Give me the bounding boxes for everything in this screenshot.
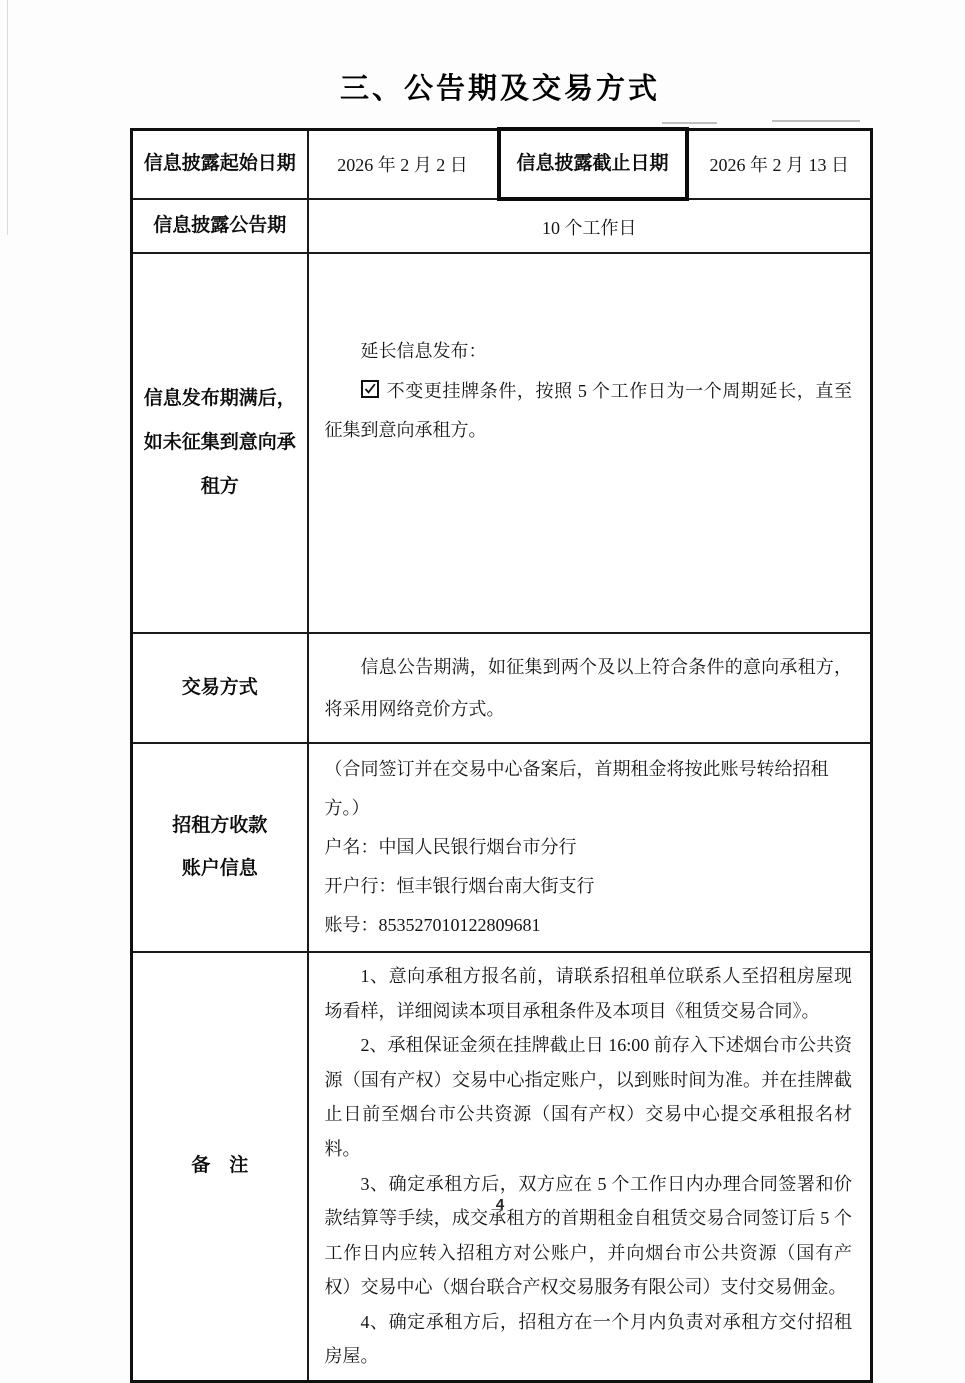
trade-method-content — [308, 633, 872, 743]
extension-option-text: 不变更挂牌条件，按照 5 个工作日为一个周期延长，直至征集到意向承租方。 — [324, 380, 853, 441]
remarks-item-1: 1、意向承租方报名前，请联系招租单位联系人至招租房屋现场看样，详细阅读本项目承租条件及本项目《租赁交易合同》。 — [324, 966, 852, 1021]
disclosure-start-value: 2026 年 2 月 2 日 — [308, 129, 499, 199]
table-row-remarks — [132, 952, 872, 1381]
announcement-period-label: 信息披露公告期 — [132, 199, 308, 253]
remarks-item-4: 4、确定承租方后，招租方在一个月内负责对承租方交付招租房屋。 — [324, 1311, 852, 1367]
disclosure-end-label: 信息披露截止日期 — [499, 129, 687, 199]
scan-noise — [662, 122, 717, 124]
remarks-item-3: 3、确定承租方后，双方应在 5 个工作日内办理合同签署和价款结算等手续，成交承租方的首期租金自租赁交易合同签订后 5 个工作日内应转入招租方对公账户，并向烟台市公共资源（国有产权）交易中心（烟台联合产权交易服务有限公司）支付交易佣金。 — [324, 1173, 852, 1298]
extension-option — [325, 372, 853, 451]
extension-intro: 延长信息发布： — [360, 341, 487, 361]
account-label-line2: 账户信息 — [181, 857, 258, 879]
remarks-item-2: 2、承租保证金须在挂牌截止日 16:00 前存入下述烟台市公共资源（国有产权）交易中心指定账户，以到账时间为准。并在挂牌截止日前至烟台市公共资源（国有产权）交易中心提交承租报名材料。 — [324, 1035, 852, 1159]
remarks-content — [308, 952, 872, 1381]
scan-edge-artifact — [7, 0, 8, 235]
account-label — [132, 743, 308, 952]
trade-method-label: 交易方式 — [132, 633, 308, 743]
table-row-account — [132, 743, 872, 952]
account-number: 账号：853527010122809681 — [324, 915, 541, 936]
account-note: （合同签订并在交易中心备案后，首期租金将按此账号转给招租方。） — [324, 759, 829, 819]
table-row-disclosure-dates — [132, 129, 872, 199]
disclosure-start-label: 信息披露起始日期 — [132, 129, 308, 199]
announcement-period-value: 10 个工作日 — [308, 199, 872, 253]
page-number: 4 — [495, 1196, 505, 1213]
remarks-label: 备 注 — [132, 952, 308, 1381]
checked-checkbox-icon — [361, 380, 379, 398]
table-row-trade-method — [132, 633, 872, 743]
table-row-extension — [132, 253, 872, 633]
announcement-sheet — [130, 127, 870, 1383]
extension-label-text: 信息发布期满后，如未征集到意向承租方 — [143, 388, 296, 497]
trade-method-text: 信息公告期满，如征集到两个及以上符合条件的意向承租方，将采用网络竞价方式。 — [324, 656, 852, 719]
account-bank: 开户行：恒丰银行烟台南大街支行 — [324, 876, 595, 897]
page-title: 三、公告期及交易方式 — [339, 73, 660, 105]
table-row-announcement-period — [132, 199, 872, 253]
account-label-line1: 招租方收款 — [172, 814, 268, 836]
scan-noise — [772, 120, 860, 122]
account-content — [308, 743, 872, 952]
account-holder: 户名：中国人民银行烟台市分行 — [324, 837, 577, 858]
disclosure-end-value: 2026 年 2 月 13 日 — [687, 129, 872, 199]
extension-content — [308, 253, 872, 633]
announcement-table — [130, 127, 873, 1383]
extension-label — [132, 253, 308, 633]
